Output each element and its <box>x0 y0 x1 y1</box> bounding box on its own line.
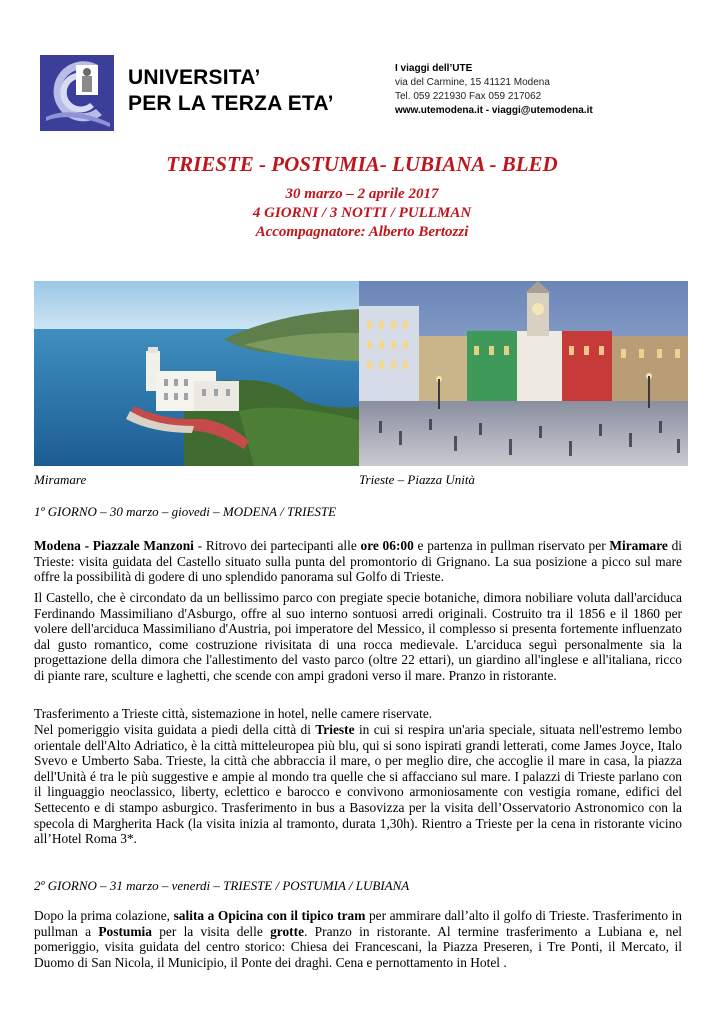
trip-guide: Accompagnatore: Alberto Bertozzi <box>255 224 469 240</box>
ute-logo <box>40 55 350 131</box>
day2-heading: 2º GIORNO – 31 marzo – venerdi – TRIESTE / POSTUMIA / LUBIANA <box>34 878 410 893</box>
trip-duration: 4 GIORNI / 3 NOTTI / PULLMAN <box>252 205 472 221</box>
contact-address: via del Carmine, 15 41121 Modena <box>395 77 550 88</box>
contact-phone: Tel. 059 221930 Fax 059 217062 <box>395 91 542 102</box>
ute-logo-text <box>128 65 334 117</box>
day2-p1-text-3: per la visita delle <box>151 923 271 939</box>
caption-miramare: Miramare <box>34 472 87 487</box>
miramare-image <box>34 281 363 466</box>
piazza-unita-image <box>359 281 688 466</box>
day1-p1-text-1: - Ritrovo dei partecipanti alle <box>193 538 361 553</box>
trip-dates: 30 marzo – 2 aprile 2017 <box>285 186 439 202</box>
day1-p4-text-1: Nel pomeriggio visita guidata a piedi della città di <box>34 722 316 737</box>
ute-logo-icon <box>40 55 114 131</box>
day1-paragraph-2: Il Castello, che è circondato da un bellissimo parco con pregiate specie botaniche, dimora nobiliare voluta dall'arciduca Ferdinando Massimiliano d'Asburgo, offre al suo interno sontuosi arredi originali. Costruito tra il 1856 e il 1860 per volere dell'arciduca Massimiliano d'Austria, poi imperatore del Messico, il complesso si presenta fortemente influenzato dal gusto romantico, come costruzione rivisitata di una rocca medievale. L'arciduca seguì personalmente sia la progettazione della dimora che l'allestimento del vasto parco (oltre 22 ettari), un giardino all'inglese e all'italiana, ricco di piante rare, sculture e laghetti, che scende con ampi gradoni verso il mare. Pranzo in ristorante. <box>34 590 682 683</box>
day2-p1-text-1: Dopo la prima colazione, <box>34 908 174 923</box>
day2-p1-text-4: . Pranzo in ristorante. Al termine trasferimento a Lubiana e, nel pomeriggio, visita guidata del centro storico: Chiesa dei Francescani, la Piazza Preseren, i Tre Ponti, il Mercato, il Duomo di San Nicola, il Municipio, il Ponte dei draghi. Cena e pernottamento in Hotel . <box>34 923 682 970</box>
day1-p1-text-3: di Trieste: visita guidata del Castello situato sulla punta del promontorio di Grignano. La sua posizione a picco sul mare offre la possibilità di godere di uno splendido panorama sul Golfo di Trieste. <box>34 538 683 585</box>
day2-p1-text-2: per ammirare dall’alto il golfo di Trieste. Trasferimento in pullman a <box>34 908 683 939</box>
day2-opicina-tram: salita a Opicina con il tipico tram <box>173 908 366 923</box>
day2-grotte: grotte <box>270 923 305 939</box>
day1-paragraph-4 <box>34 722 682 847</box>
logo-line-1: UNIVERSITA’ <box>128 66 261 89</box>
day1-p4-text-2: in cui si respira un'aria speciale, situata nell'estremo lembo orientale dell'Alto Adriatico, è la città mitteleuropea più blu, qui si sono ispirati grandi letterati, come James Joyce, Italo Svevo e Umberto Saba. Trieste, la città che abbraccia il mare, o per meglio dire, che accoglie il mare in casa, la piazza dell'Unità é tra le più suggestive e ampie al mondo tra quelle che si affacciano sul mare. I palazzi di Trieste parlano con il linguaggio neoclassico, liberty, eclettico e barocco e convivono armoniosamente con vestigia romane, edifici del Settecento e di stampo asburgico. Trasferimento in bus a Basovizza per la visita dell’Osservatorio Astronomico con la specola di Margherita Hack (la visita inizia al tramonto, durata 1,30h). Rientro a Trieste per la cena in ristorante vicino all’Hotel Roma 3*. <box>34 722 682 847</box>
day1-place-trieste: Trieste <box>315 722 355 737</box>
day1-paragraph-1 <box>34 538 682 585</box>
day1-place-miramare: Miramare <box>609 538 668 553</box>
day1-p1-text-2: e partenza in pullman riservato per <box>413 538 610 553</box>
logo-line-2: PER LA TERZA ETA’ <box>128 92 334 115</box>
day1-time: ore 06:00 <box>360 538 414 553</box>
day1-place-modena: Modena - Piazzale Manzoni <box>34 538 194 553</box>
day1-paragraph-3: Trasferimento a Trieste città, sistemazione in hotel, nelle camere riservate. <box>34 706 433 721</box>
photo-piazza-unita <box>359 281 688 466</box>
day1-heading: 1º GIORNO – 30 marzo – giovedi – MODENA / TRIESTE <box>34 504 337 519</box>
trip-title: TRIESTE - POSTUMIA- LUBIANA - BLED <box>166 152 558 176</box>
contact-block <box>395 62 593 118</box>
day2-place-postumia: Postumia <box>98 923 152 939</box>
day2-paragraph-1 <box>34 908 682 970</box>
caption-piazza-unita: Trieste – Piazza Unità <box>359 472 475 487</box>
photo-miramare <box>34 281 363 466</box>
contact-title: I viaggi dell’UTE <box>395 63 473 74</box>
contact-web-email[interactable]: www.utemodena.it - viaggi@utemodena.it <box>395 105 593 116</box>
